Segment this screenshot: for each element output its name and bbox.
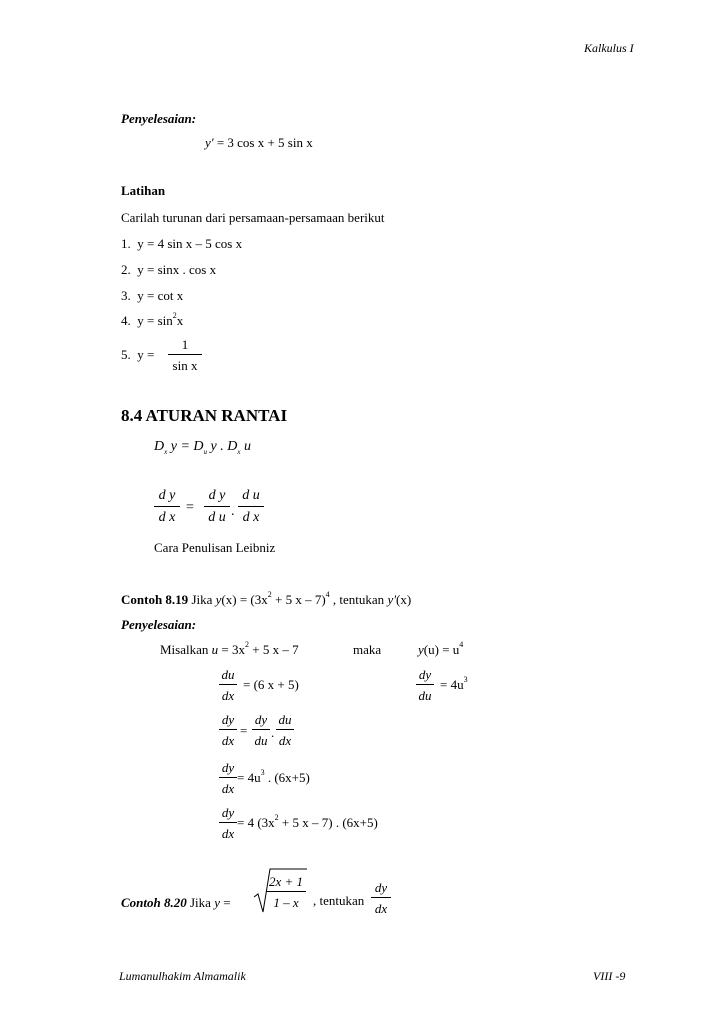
latihan-instruction: Carilah turunan dari persamaan-persamaan berikut [121, 210, 385, 225]
y-of-u: $y(u) = u^4$ [418, 640, 464, 657]
page-number: VIII -9 [593, 969, 626, 983]
maka-label: maka [353, 642, 382, 657]
equals-sign: = [240, 723, 248, 738]
step-result: = 4 ($3x^2 + 5$ x – 7) . (6x+5) [237, 813, 378, 830]
latihan-heading: Latihan [121, 183, 166, 198]
exercise-item: 2. y = sinx . cos x [121, 262, 217, 277]
penyelesaian-label: Penyelesaian: [121, 111, 197, 126]
fraction: dy du [252, 713, 270, 747]
running-header: Kalkulus I [584, 41, 634, 55]
fraction: du dx [219, 668, 237, 702]
equals-sign: = [186, 500, 194, 515]
fraction: dy dx [219, 806, 237, 840]
dy-du-result: = $4u^3$ [440, 675, 468, 692]
derivative-result: y' = 3 cos x + 5 sin x [205, 135, 313, 150]
leibniz-caption: Cara Penulisan Leibniz [154, 540, 276, 555]
fraction: dy du [416, 668, 434, 702]
chain-rule-operator-form: $D_x$ $y = D_u$ y . $D_x$ u [154, 439, 251, 456]
fraction: dy dx [371, 881, 391, 915]
fraction: 2x + 1 1 – x [266, 875, 306, 909]
fraction: du dx [276, 713, 294, 747]
exercise-item: 5. y = [121, 347, 155, 362]
example-8-19-statement: Contoh 8.19 Jika $y(x) = (3x^2 + 5$ x – 7)$^4$ , tentukan y'(x) [121, 590, 412, 607]
step-result: = $4u^3$ . (6x+5) [237, 768, 310, 785]
footer-author: Lumanulhakim Almamalik [119, 969, 246, 983]
fraction: d y d u [204, 489, 230, 525]
fraction: dy dx [219, 761, 237, 795]
exercise-item: 1. y = 4 sin x – 5 cos x [121, 236, 243, 251]
fraction: dy dx [219, 713, 237, 747]
du-dx-result: = (6 x + 5) [243, 677, 299, 692]
exercise-item: 4. $y = \sin^2x$ [121, 311, 184, 328]
tentukan-text: , tentukan [313, 893, 365, 908]
substitution-u: Misalkan $u = 3x^2 + 5$ x – 7 [160, 640, 299, 657]
fraction: d y d x [154, 489, 180, 525]
exercise-item: 3. y = cot x [121, 288, 184, 303]
dot-operator: . [231, 504, 235, 519]
fraction: 1 sin x [168, 338, 202, 372]
fraction: d u d x [238, 489, 264, 525]
dot-operator: . [271, 725, 275, 740]
section-heading: 8.4 ATURAN RANTAI [121, 406, 288, 425]
example-8-20-statement: Contoh 8.20 Jika y = [121, 895, 231, 910]
penyelesaian-label: Penyelesaian: [121, 617, 197, 632]
